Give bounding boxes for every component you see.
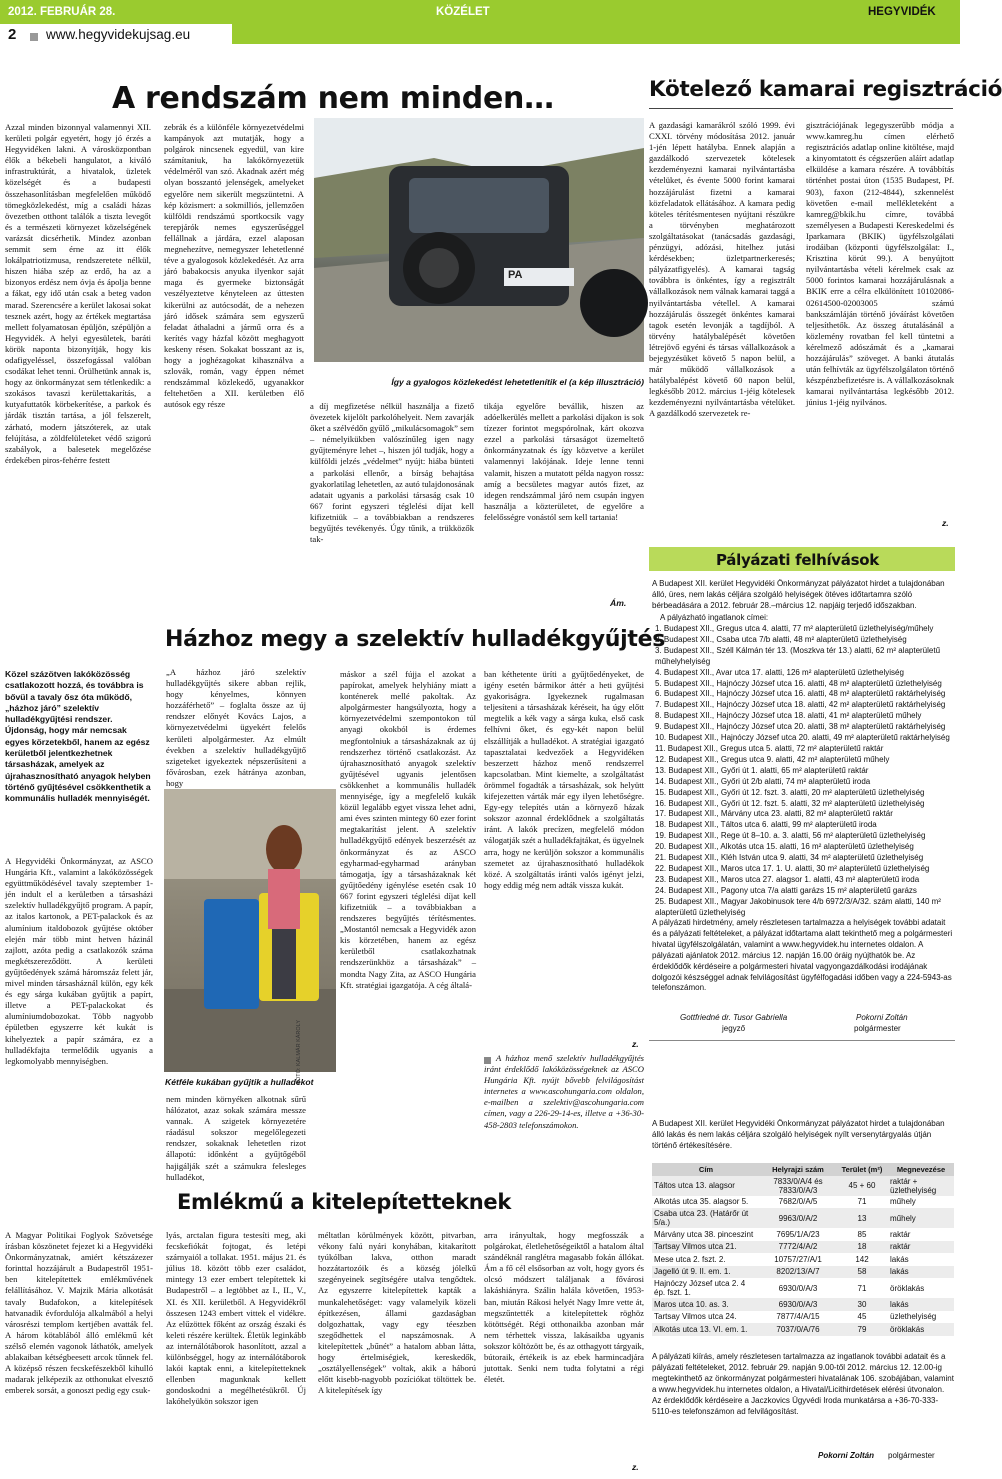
table-row [652,1228,954,1241]
bins-photo [164,789,336,1072]
list-item: 8. Budapest XII., Hajnóczy József utca 18. alatti, 41 m² alapterületű műhely [655,711,922,721]
table-row [652,1208,954,1228]
cell-address: Alkotás utca 13. VI. em. 1. [652,1323,760,1336]
hulladek-callout: Közel százötven lakóközösség csatlakozott hozzá, és továbbra is bővül a tavaly ősz óta működő, „házhoz járó” szelektív hulladékgyűjtési rendszer. Újdonság, hogy már nemcsak egyes körzetekből, hanem az egész kerületből jelentkezhetnek társasházak, amelyek az újrahasznosítható anyagok helyben történő gyűjtésével csökkenthetik a kommunális hulladék mennyiségét. [5,669,151,804]
cell-hrsz: 6930/0/A/3 [778,1283,818,1293]
headline-kamara: Kötelező kamarai regisztráció [649,77,1002,102]
palyazat-intro: A Budapest XII. kerület Hegyvidéki Önkormányzat pályázatot hirdet a tulajdonában álló, üres, nem lakás céljára szolgáló helyiségek ötéves időtartamra szóló bérbeadására a 2012. február 28.–március 12. napjáig terjedő időszakban. [652,579,945,610]
list-item: 6. Budapest XII., Hajnóczy József utca 16. alatti, 48 m² alapterületű raktárhelyiség [655,689,946,699]
rule-kamara-top [649,108,953,109]
hulladek-sig: z. [632,1039,639,1049]
cell-address: Maros utca 10. as. 3. [652,1298,760,1311]
palyazat-body2: A pályázati kiírás, amely részletesen tartalmazza az ingatlanok további adatait és a pályázati feltételeket, 2012. február 29. napján 9.00-től 2012. március 12. 12.00-ig megtekinthető az önkormányzat polgármesteri hivatalának 106. szobájában, valamint a www.hegyvidek.hu internetes oldalon, a Hivatal/Licithirdetések elérési útvonalon. Az érdeklődők kérdéseire a Jaczkovics Ügyvédi Iroda munkatársa a +36-70-333-5110-es telefonszámon ad felvilágosítást. [652,1352,954,1416]
cell-address: Márvány utca 38. pinceszint [654,1229,754,1239]
table-row [652,1196,954,1209]
cell-area: 45 [857,1312,867,1322]
cell-type: raktár [888,1241,954,1254]
col-header: Terület (m²) [836,1163,888,1176]
signer-right: Pokorni Zoltán [856,1013,908,1022]
cell-area: 18 [836,1241,888,1254]
paper-name: HEGYVIDÉK [868,6,936,18]
signer-left-title: jegyző [722,1024,746,1033]
emlekmu-sig: z. [632,1462,639,1472]
rendszam-col4: tikája egyelőre bevállik, hiszen az adóelkerülés mellett a parkolási díjakon is sok tízezer forintot megspórolnak, kárt okozva ezzel a parkolási társaságot üzemeltető önkormányzatnak és így közvetve a kerület valamennyi lakójának. Ideje lenne tenni valamit, hiszen a mutatott példa nagyon rossz: amíg a becsületes magyar autós fizet, az idegen rendszámmal járó nem csupán ingyen használja a közterületet, de egyelőre a felelősségre vonástól sem kell tartania! [484,401,644,522]
table-row [652,1266,954,1279]
cell-address: Csaba utca 23. (Határőr út 5/a.) [652,1208,760,1228]
property-table [652,1163,954,1336]
table-row [652,1311,954,1324]
list-item: 18. Budapest XII., Táltos utca 6. alatti, 99 m² alapterületű iroda [655,820,877,830]
green-strip-sub [232,24,960,44]
bins-photo-caption: Kétféle kukában gyűjtik a hulladékot [165,1077,314,1087]
square-bullet-icon [30,33,38,41]
emlekmu-col1: A Magyar Politikai Foglyok Szövetsége írásban köszönetet fejezet ki a Hegyvidéki Önkormányzatnak, amiért kétszázezer forinttal hozzájárult a Budapestről 1951-ben kitelepítettek emlékművének felállításához. V. Majzik Mária alkotását tavaly Budafokon, a kitelepítések hatvanadik évfordulója alkalmából a helyi városrészi templom kertjében avatták fel. A három kötablából álló emlékmű két szélső elemén vagonok láthatók, amelyek ablakaiban kétségbeesett arcok tűnnek fel. A középső részen fecskefészekből kihulló madarak jelképezik az otthonukat elvesztő emberek sorsát, a gonoszt pedig egy csuk- [5,1230,153,1396]
palyazat-list [655,624,953,918]
list-item: 11. Budapest XII., Gregus utca 5. alatti, 72 m² alapterületű raktár [655,743,884,753]
hulladek-note: A házhoz menő szelektív hulladékgyűjtés iránt érdeklődő lakóközösségeknek az ASCO Hungária Kft. nyújt bővebb felvilágosítást internetes a www.ascohungaria.com oldalon, e-mailben a szelektiv@ascohungaria.com címen, vagy a 226-29-14-es, illetve a +36-30-458-2803 telefonszámokon. [484,1053,644,1130]
kamara-sig: z. [942,518,949,528]
cell-area: 142 [855,1254,869,1264]
palyazat-body: A pályázati hirdetmény, amely részletesen tartalmazza a helyiségek további adatait és a pályázati feltételeket, a pályázat időtartama alatt tekinthető meg a polgármesteri hivatal ügyfélszolgálatán, valamint a www.hegyvidek.hu internetes oldalon. A pályázati ajánlatok 2012. március 12. napján 16.00 óráig nyújthatók be. Az érdeklődők kérdéseire a polgármesteri hivatal vagyongazdálkodási irodájának dolgozói készséggel adnak felvilágosítást ügyfélfogadási időben vagy a 224-5943-as telefonszámon. [652,918,953,993]
headline-emlekmu: Emlékmű a kitelepítetteknek [177,1190,512,1214]
section-name: KÖZÉLET [436,6,490,18]
cell-hrsz: 7833/0/A/4 és 7833/0/A/3 [760,1176,836,1196]
list-item: 2. Budapest XII., Csaba utca 7/b alatti, 48 m² alapterületű üzlethelyiség [655,634,907,644]
cell-hrsz: 7037/0/A/76 [760,1323,836,1336]
cell-type: raktár + üzlethelyiség [888,1176,954,1196]
col-header: Megnevezése [888,1163,954,1176]
col-header: Cím [652,1163,760,1176]
sig2-title: polgármester [888,1451,935,1460]
cell-hrsz: 6930/0/A/3 [760,1298,836,1311]
cell-hrsz: 7772/4/A/2 [760,1241,836,1254]
cell-type: öröklakás [888,1323,954,1336]
table-row [652,1241,954,1254]
palyazat-intro2: A Budapest XII. kerület Hegyvidéki Önkormányzat pályázatot hirdet a tulajdonában álló lakás és nem lakás céljára szolgáló helyiségek nyílt versenytárgyalás útján történő értékesítésére. [652,1119,945,1150]
cell-area: 79 [836,1323,888,1336]
emlekmu-col4: arra irányultak, hogy megfosszák a polgárokat, életlehetőségeiktől a hatalom által szándéknál ranglétra magasabb fokán állókat. Ám a fő cél elsősorban az volt, hogy gyors és olcsó módszert találjanak a fővárosi lakáshiányra. Szálin halála követően, 1953-ban, miután Rákosi helyét Nagy Imre vette át, megszűntették a kitelepítettek röghöz kötöttségét. Régi otthonaikba azonban már nem térhettek vissza, lakásaikba ugyanis sokszor költözött be, és az otthagyott tárgyaik, bútoraik, értékeik is az ebek harmincadjára jutottak. Senki nem tudta folytatni a régi életét. [484,1230,644,1385]
hulladek-col2: „A házhoz járó szelektív hulladékgyűjtés sikere abban rejlik, hogy kényelmes, könnyen hozzáférhető” – foglalta össze az új rendszer előnyét Kovács Lajos, a környezetvédelmi ügyekért felelős kerületi alpolgármester. Az elmúlt években a szelektív hulladékgyűjtő szigeteket igyekeztek népszerűsíteni a fővárosban, ezek hátránya azonban, hogy [166,667,306,788]
table-row [652,1176,954,1196]
cell-address: Hajnóczy József utca 2. 4 ép. fszt. 1. [654,1279,746,1297]
cell-area: 13 [836,1208,888,1228]
cell-area: 85 [857,1229,867,1239]
col-header: Helyrajzi szám [760,1163,836,1176]
hulladek-col2b: nem minden környéken alkotnak sűrű hálózatot, azaz sokak számára messze vannak. A szigetek környezetére ráadásul sokszor megelőlegezeti rendszer, sokaknak lehetetlen rizot állapotú: időnként a gyűjtőgéből hajigálják szét a számukra felesleges hulladékot, [166,1094,306,1182]
cell-address: Alkotás utca 35. alagsor 5. [654,1197,749,1207]
signer-right-title: polgármester [854,1024,901,1033]
car-photo [314,118,644,362]
list-item: 5. Budapest XII., Hajnóczy József utca 16. alatti, 48 m² alapterületű üzlethelyiség [655,678,942,688]
hulladek-col4: ban kéthetente üríti a gyűjtőedényeket, de igény esetén bármikor áttér a heti gyűjtési gyakoriságra. Igyekeznek rugalmasan teljesíteni a társasházak kéréseit, ha úgy előtt megtelik a kék vagy a sárga kuka, első cask felhívni őket, és egy-két napon belül elszállítják a hulladékot. A stratégiai igazgató tapasztalatai kedvezőek a Hegyvidéken beszerzett házhoz menő rendszerrel kapcsolatban. Mint kiemelte, a szolgáltatást örömmel fogadták a társasházak, sok helyütt kifejezetten várták már egy ilyen lehetőségre. Egy-egy telepítés után a környező házak sokszor azonnal érdeklődnek a szolgáltatás iránt. A lakók precízen, megfelelő módon válogatják szét a hulladékfajtákat, és ügyelnek arra, hogy ne kerüljön sokszor a kommunális szemetet az újrahasznosítható hulladékok közé. A szolgáltatás iránti valós igényt jelzi, hogy eddig még nem adták vissza kukát. [484,669,644,890]
car-photo-caption: Így a gyalogos közlekedést lehetetlenítik el (a kép illusztráció) [391,377,644,387]
signer-left: Gottfriedné dr. Tusor Gabriella [680,1013,788,1022]
list-item: 25. Budapest XII., Magyar Jakobinusok tere 4/b 6972/3/A/32. szám alatti, 140 m² alapterületű üzlethelyiség [655,896,941,917]
list-item: 21. Budapest XII., Kléh István utca 9. alatti, 34 m² alapterületű üzlethelyiség [655,853,924,863]
cell-type: üzlethelyiség [890,1312,937,1322]
hulladek-col1: A Hegyvidéki Önkormányzat, az ASCO Hungária Kft., valamint a lakóközösségek együttműködésével tavaly szeptember 1-jén indult el a kerületben a társasházi szelektív hulladékgyűjtő program. A papír, az italos kartonok, a PET-palackok és az alumínium italdobozok gyűjtése október elején már több mint hetven házinál zajlott, azóta pedig a csatlakozók száma megkétszereződött. A kerületi gyűjtőedények számá háromszáz felett jár, mivel minden társasháznál külön, egy kék és egy sárga kukában gyűjtik a papírt, illetve a PET-palackokat és alumíniumdobozokat. Több nagyobb épületben egyszerre két kukát is kihelyeztek a papír számára, ez a hulladékfajta termelődik ugyanis a legkomolyabb mennyiségben. [5,856,153,1066]
rendszam-col1: Azzal minden bizonnyal valamennyi XII. kerületi polgár egyetért, hogy jó érzés a Hegyvidéken lakni. A városközpontban élők a békebeli hangulatot, a kiváló infrastruktúrát, a hivatalok, üzletek közelségét és a budapesti összehasonlításban megfelelően működő tömegközlekedést, míg a családi házas övezetben otthont találók a tiszta levegőt és a természeti környezet közelségének varázsát dicsérhetik. Mindez azonban semmit sem érne az itt élők lokálpatriotizmusa, rendszeretete nélkül, hiszen hiába szép az erdő, ha az a bizonyos erdész nem óvja és ápolja benne a fákat, egy idő után csak a beteg vadon marad. Szerencsére a kerület lakosai sokat tesznek azért, hogy az értékek megtartása mellett folyamatosan épüljön, szépüljön a Hegyvidék. A helyi egyesületek, baráti körök naponta bizonyítják, hogy kis odafigyeléssel, összefogással valóban csodákat lehet tenni. Örülhetünk annak is, hogy az önkormányzat sem tétlenkedik: a szokásos tavaszi kerülettakarítás, a kutyafuttatók körbekerítése, a parkok és járdák tisztán tartása, a jól felszerelt, zárható, modern játszóterek, az utak felújítása, a zöldfelületeket védő szigorú szabályok, a balesetek megelőzése érdekében piros-fehérre festett [5,122,151,465]
cell-area: 30 [836,1298,888,1311]
list-item: 20. Budapest XII., Alkotás utca 15. alatti, 16 m² alapterületű üzlethelyiség [655,842,914,852]
cell-hrsz: 7695/1/A/23 [776,1229,820,1239]
cell-hrsz: 9963/0/A/2 [760,1208,836,1228]
emlekmu-col2: lyás, arctalan figura testesíti meg, aki fecskefiókát fojtogat, és letépi szárnyaiól a tollakat. 1951. május 21. és július 18. között több ezer családot, mintegy 13 ezer embert telepítettek ki Budapestről – a legtöbbet az I., II., V., XI. és XII. kerületből. A Hegyvidékről összesen 1243 embert vittek el vidékre. Az elűzöttek főként az ország északi és keleti részére kerültek. Életük leginkább az internálótáborok hasonlított, azzal a különbséggel, hogy az internálótáborok lakói kaptak enni, a kitelepítetteknek ellenben magunknak kellett gondoskodni a megélhetésükről. Új lakóhelyükön sokszor igen [166,1230,306,1407]
cell-address: Tartsay Vilmos utca 21. [652,1241,760,1254]
list-item: 17. Budapest XII., Márvány utca 23. alatti, 82 m² alapterületű raktár [655,809,893,819]
rendszam-col3: a díj megfizetése nélkül használja a fizető övezetek kijelölt parkolóhelyeit. Nem zavarják őket a szélvédőn gyűlő „mikulácsomagok” sem – némelyikükben valószínűleg igen nagy gyűjteményre lehet –, hiszen jól tudják, hogy a külföldi jelzés „védelmet” nyújt: hiába bünteti a parkolási ellenőr, a bírság behajtása gyakorlatilag lehetetlen, az autó tulajdonosának adatait ugyanis a parkolási társaság csak 10 667 forint egyszeri téglelési díjat kell kifizetniük – a továbbiakban a rendszeres begyűjtés tevékenyés. Úgy tűnik, a trükközők tak- [310,401,474,545]
cell-type: lakás [890,1254,909,1264]
list-item: 13. Budapest XII., Győri út 1. alatti, 65 m² alapterületű raktár [655,765,869,775]
list-item: 24. Budapest XII., Pagony utca 7/a alatti garázs 15 m² alapterületű garázs [655,885,917,895]
emlekmu-col3: méltatlan körülmények között, pitvarban, vékony falú nyári konyhában, kitakarított tyúkólban lakva, otthon maradt hozzátartozóik és a község jólelkű szegényeinek segítségére utalva tengődtek. Az egyszerre kitelepítettek kapták a munkalehetőséget: vagy valamelyik közeli építkezésen, állami gazdaságban dolgozhattak, vagy egy téeszben szegődhettek el napszámosnak. A kitelepítettek „bűnét” a hatalom abban látta, hogy értelmiségiek, kereskedők, „osztályellenségek” voltak, akik a háború előtt kisebb-nagyobb pozíciókat töltöttek be. A kitelepítések így [318,1230,476,1396]
cell-area: 71 [857,1197,867,1207]
table-row [652,1298,954,1311]
cell-type: műhely [890,1197,916,1207]
list-item: 9. Budapest XII., Hajnóczy József utca 20. alatti, 38 m² alapterületű raktárhelyiség [655,722,946,732]
table-row [652,1323,954,1336]
list-item: 10. Budapest XII., Hajnóczy József utca 20. alatti, 49 m² alapterületű raktárhelyiség [655,733,950,743]
kamara-col1: A gazdasági kamarákról szóló 1999. évi CXXI. törvény módosítása 2012. január 1-jén lépett hatályba. Ennek alapján a gazdálkodó szervezetek kötelesek kezdeményezni kamarai nyilvántartásba vételüket, és évente 5000 forint kamarai hozzájárulást fizetni a kamarai közfeladatok ellátásához. A kamara pedig köteles térítésmentesen nyújtani részükre a törvényben meghatározott szolgáltatásokat (tanácsadás gazdasági, pénzügyi, adózási, hitelhez jutási kérdésekben; üzletpartnerkeresés; pályázatfigyelés). A kamarai tagság továbbra is önkéntes, így a regisztrált vállalkozások nem válnak kamarai taggá a nyilvántartásba vétellel. A kamarai hozzájárulás összegét önkéntes kamarai tagok esetén levonják a tagdíjból. A törvény hatálybalépését követően létrejövő egyéni és társas vállalkozások a bejegyzésüket követő 5 napon belül, a már működő vállalkozások a hatálybalépést követő 60 napon belül, legkésőbb 2012. március 1-jéig kötelesek kezdeményezni nyilvántartásba vételüket. A gazdálkodó szervezetek re- [649,120,795,419]
cell-hrsz: 8202/13/A/7 [760,1266,836,1279]
list-item: 14. Budapest XII., Győri út 2/b alatti, 74 m² alapterületű iroda [655,776,871,786]
list-item: 23. Budapest XII., Maros utca 27. alagsor 1. alatti, 43 m² alapterületű iroda [655,874,920,884]
cell-area: 45 + 60 [836,1176,888,1196]
website-link[interactable]: www.hegyvidekujsag.eu [46,27,191,42]
sig2-name: Pokorni Zoltán [818,1451,874,1460]
cell-address: Tartsay Vilmos utca 24. [654,1312,737,1322]
list-item: 12. Budapest XII., Gregus utca 9. alatti, 42 m² alapterületű műhely [655,754,890,764]
list-item: 15. Budapest XII., Győri út 12. fszt. 3. alatti, 20 m² alapterületű üzlethelyiség [655,787,925,797]
headline-hulladek: Házhoz megy a szelektív hulladékgyűjtés [165,627,666,652]
cell-type: lakás [888,1266,954,1279]
cell-hrsz: 10757/27/A/1 [774,1254,822,1264]
kamara-col2: gisztrációjának legegyszerűbb módja a www.kamreg.hu címen elérhető regisztrációs adatlap online kitöltése, majd a kinyomtatott és cégszerűen aláírt adatlap elküldése a kamara részére. A továbbítás történhet postai úton (1535 Budapest, Pf. 903), faxon (212-4844), szkennelést követően e-mail mellékleteként a kamreg@bkik.hu címre, továbbá személyesen a Budapesti Kereskedelmi és Iparkamara (BKIK) ügyfélszolgálati irodáiban (központi ügyfélszolgálat: I., Krisztina körút 99.). A benyújtott nyilvántartásba vételi kérelmek csak az 5000 forintos kamarai hozzájárulásnak a BKIK erre a célra elkülönített 10102086-02614500-02003005 számú bankszámláján történő jóváírást követően teljesíthetők. Az összeg átutalásánál a közlemény rovatban fel kell tüntetni a kérelmező adószámát és a „kamarai hozzájárulás” szöveget. A banki átutalás után felhívták az ügyfélszolgálaton történő készpénzbefizetésre is. A vállalkozásoknak kamarai nyilvántartása legkésőbb 2012. június 1-jéig nyilvános. [806,120,954,408]
cell-type: lakás [888,1298,954,1311]
issue-date: 2012. FEBRUÁR 28. [8,6,116,18]
list-item: 4. Budapest XII., Avar utca 17. alatti, 126 m² alapterületű üzlethelyiség [655,667,904,677]
cell-type: öröklakás [890,1283,925,1293]
cell-hrsz: 7877/4/A/15 [776,1312,820,1322]
rendszam-col2: zebrák és a különféle környezetvédelmi kampányok azt mutatják, hogy a polgárok nincsenek egyedül, van kire számítaniuk, ha lakókörnyezetük védelméről van szó. Akadnak azért még olyan bosszantó jelenségek, amelyeket egyelőre nem sikerült megszüntetni. A kép közismert: a sokmilliós, jellemzően külföldi rendszámú sportkocsik vagy terepjárók nemes egyszerűséggel fellállnak a járdára, ezzel alaposan megnehezítve, nemegyszer lehetetlenné téve a gyalogosok közlekedését. Az arra járó babakocsis anyuka ilyenkor saját maga és gyermeke biztonságát veszélyeztetve kényteleen az úttesten kikerülni az autócsodát, de a nehezen járó idősek számára sem egyszerű feladat áthaladni a jármű orra és a kerítés vagy házfal között meghagyott keskeny résen. Sokakat bosszant az is, hogy a joghézagokat kihasználva a szlovák, román, vagy éppen német rendszámmal közlekedő, ugyanakkor feltehetően a XII. kerületben élő autósok egy része [164,122,304,410]
rendszam-signature: Ám. [610,598,627,608]
license-plate: PA [508,269,523,281]
photo-credit: FOTÓ: KALMÁR KÁROLY [296,1020,302,1085]
cell-hrsz: 7682/0/A/5 [778,1197,818,1207]
cell-address: Jagelló út 9. II. em. 1. [652,1266,760,1279]
cell-area: 58 [836,1266,888,1279]
list-item: 7. Budapest XII., Hajnóczy József utca 18. alatti, 42 m² alapterületű raktárhelyiség [655,700,946,710]
cell-type: műhely [888,1208,954,1228]
cell-address: Táltos utca 13. alagsor [652,1176,760,1196]
headline-rendszam: A rendszám nem minden… [112,81,554,116]
table-header-row [652,1163,954,1176]
list-item: 19. Budapest XII., Rege út 8–10. a. 3. alatti, 56 m² alapterületű üzlethelyiség [655,831,926,841]
list-item: 16. Budapest XII., Győri út 12. fszt. 5. alatti, 32 m² alapterületű üzlethelyiség [655,798,925,808]
palyazat-list-title: A pályázható ingatlanok címei: [660,613,769,622]
table-row [652,1253,954,1266]
hulladek-col3: máskor a szél fújja el azokat a papírokat, amelyek helyhiány miatt a konténerek mellé pakoltak. Az alpolgármester hangsúlyozta, hogy a környezetvédelmi szempontokon túl anyagi okokból is érdemes megfontolniuk a társasházaknak az új rendszerhez történő csatlakozást. Az újrahasznosítható anyagok szelektív gyűjtésével ugyanis jelentősen csökkenhet a kommunális hulladék mennyisége, így a megfelelő kukák közül legalább egyet vissza lehet adni, ami éves szinten mintegy 60 ezer forint megtakarítást jelent. A szelektív hulladékgyűjtő edények beszerzését az önkormányzat és az ASCO egyharmad-egyharmad arányban támogatja, így a társasházaknak két gyűjtőedény igénylése esetén csak 10 667 forint egyszeri téglelési díjat kell kifizetniük – a továbbiakban a rendszeres begyűjtés térítésmentes. „Mostantól nemcsak a Hegyvidék azon kis körzetében, hanem az egész kerületből csatlakozhatnak rendszerünkhöz a társasházak” – mondta Nagy Zita, az ASCO Hungária Kft. stratégiai igazgatója. A cég általá- [340,669,476,990]
page-number: 2 [8,26,17,43]
palyazat-divider [649,1040,955,1041]
cell-address: Mese utca 2. fszt. 2. [654,1254,726,1264]
list-item: 3. Budapest XII., Széll Kálmán tér 13. (Moszkva tér 13.) alatti, 62 m² alapterületű műhelyhelyiség [655,645,941,666]
palyazat-title: Pályázati felhívások [716,551,879,569]
list-item: 22. Budapest XII., Maros utca 17. 1. U. alatti, 30 m² alapterületű üzlethelyiség [655,863,930,873]
cell-type: raktár [890,1229,911,1239]
cell-area: 71 [857,1283,867,1293]
list-item: 1. Budapest XII., Gregus utca 4. alatti, 77 m² alapterületű üzlethelyiség/műhely [655,624,934,633]
table-row [652,1278,954,1298]
